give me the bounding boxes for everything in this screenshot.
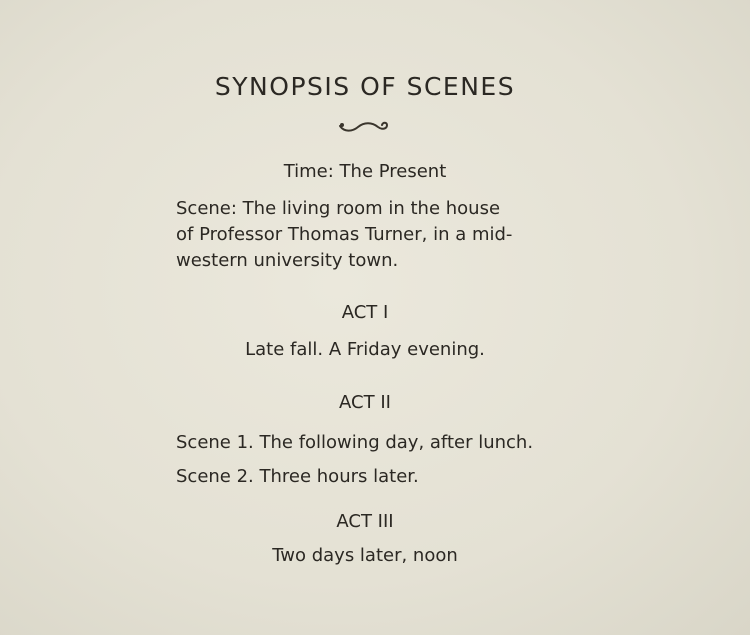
act-heading: ACT II [339,392,391,413]
act-line: Two days later, noon [272,545,458,566]
act-heading: ACT III [336,511,394,532]
time-line: Time: The Present [283,161,447,182]
scene-line: Scene: The living room in the house [176,198,501,219]
scene-description [176,196,512,274]
scene-line: of Professor Thomas Turner, in a mid- [176,224,513,245]
swirl-ornament-icon [338,117,394,135]
scene-line: western university town. [176,250,399,271]
act-two-scenes [176,426,533,494]
page-title: SYNOPSIS OF SCENES [214,72,516,101]
act-heading: ACT I [341,302,389,323]
act-line: Scene 1. The following day, after lunch. [176,432,534,453]
act-line: Late fall. A Friday evening. [245,339,485,360]
act-line: Scene 2. Three hours later. [176,466,419,487]
